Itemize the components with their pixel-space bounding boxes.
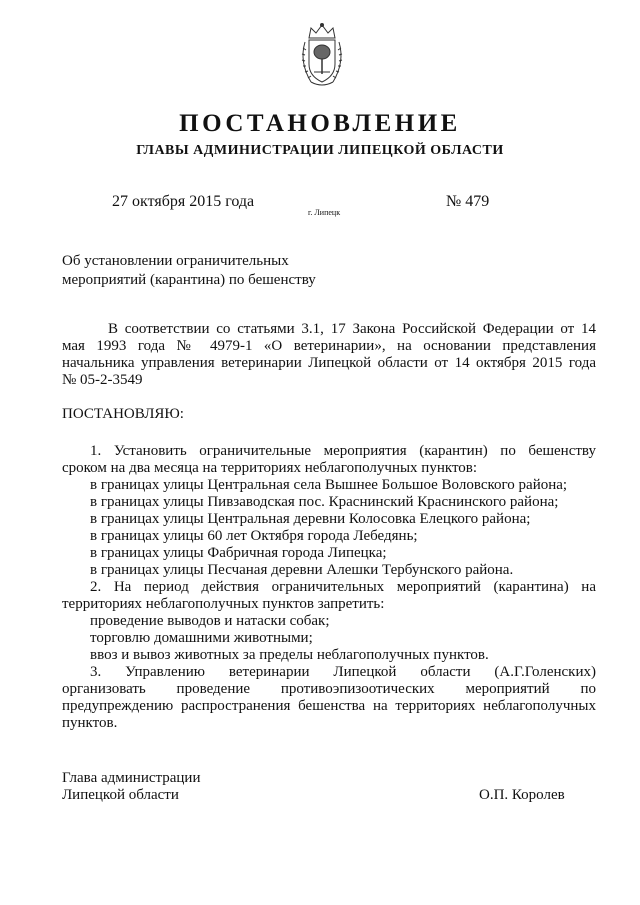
document-city: г. Липецк [308, 208, 341, 217]
ban-item: проведение выводов и натаски собак; [90, 613, 330, 629]
item-3-line: предупреждению распространения бешенства на территориях неблагополучных [62, 698, 596, 714]
decree-word: ПОСТАНОВЛЯЮ: [62, 406, 184, 422]
preamble-line: В соответствии со статьями 3.1, 17 Закона Российской Федерации от 14 [108, 321, 596, 337]
item-2-line: 2. На период действия ограничительных мероприятий (карантина) на [90, 579, 596, 595]
item-3-line: пунктов. [62, 715, 118, 731]
signature-position: Липецкой области [62, 787, 179, 803]
ban-item: ввоз и вывоз животных за пределы неблагополучных пунктов. [90, 647, 489, 663]
item-2-line: территориях неблагополучных пунктов запретить: [62, 596, 385, 612]
item-3-line: 3. Управлению ветеринарии Липецкой области (А.Г.Голенских) [90, 664, 596, 680]
preamble-line: № 05-2-3549 [62, 372, 143, 388]
signature-position: Глава администрации [62, 770, 201, 786]
preamble-line: начальника управления ветеринарии Липецкой области от 14 октября 2015 года [62, 355, 596, 371]
document-title: ПОСТАНОВЛЕНИЕ [179, 110, 461, 137]
place-item: в границах улицы Пивзаводская пос. Краснинский Краснинского района; [90, 494, 559, 510]
place-item: в границах улицы 60 лет Октября города Лебедянь; [90, 528, 418, 544]
signature-name: О.П. Королев [479, 787, 565, 803]
place-item: в границах улицы Центральная деревни Колосовка Елецкого района; [90, 511, 531, 527]
coat-of-arms-emblem [297, 22, 347, 90]
document-number: № 479 [446, 193, 490, 210]
place-item: в границах улицы Фабричная города Липецка; [90, 545, 387, 561]
subject-line: мероприятий (карантина) по бешенству [62, 272, 316, 288]
item-1-line: сроком на два месяца на территориях неблагополучных пунктов: [62, 460, 478, 476]
place-item: в границах улицы Песчаная деревни Алешки Тербунского района. [90, 562, 514, 578]
item-3-line: организовать проведение противоэпизоотических мероприятий по [62, 681, 596, 697]
document-subtitle: ГЛАВЫ АДМИНИСТРАЦИИ ЛИПЕЦКОЙ ОБЛАСТИ [136, 143, 504, 158]
subject-line: Об установлении ограничительных [62, 253, 289, 269]
item-1-line: 1. Установить ограничительные мероприятия (карантин) по бешенству [90, 443, 596, 459]
place-item: в границах улицы Центральная села Вышнее Большое Воловского района; [90, 477, 568, 493]
document-date: 27 октября 2015 года [112, 193, 255, 210]
preamble-line: мая 1993 года № 4979-1 «О ветеринарии», на основании представления [62, 338, 596, 354]
ban-item: торговлю домашними животными; [90, 630, 313, 646]
